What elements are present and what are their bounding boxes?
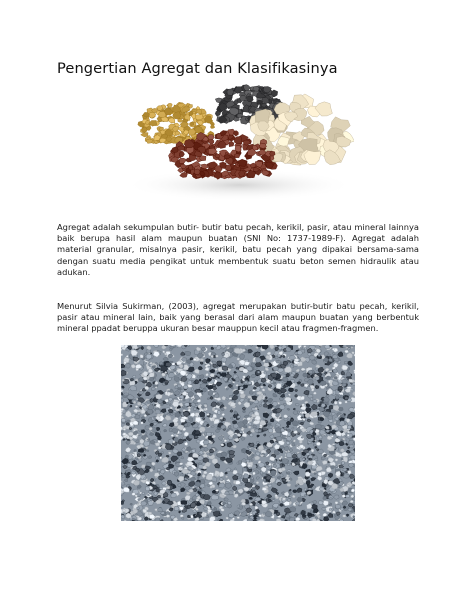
crushed-stone-photo xyxy=(121,345,355,521)
page-title: Pengertian Agregat dan Klasifikasinya xyxy=(57,60,338,77)
paragraph-definition: Agregat adalah sekumpulan butir- butir batu pecah, kerikil, pasir, atau mineral lainnya baik berupa hasil alam maupun buatan (SNI No: 1737-1989-F). Agregat adalah material granular, misalnya pasir, kerikil, batu pecah yang dipakai bersama-sama dengan suatu media pengikat untuk membentuk suatu beton semen hidraulik atau adukan. xyxy=(57,222,419,277)
aggregate-piles-icon xyxy=(121,80,354,200)
crushed-stone-icon xyxy=(121,345,355,521)
aggregates-photo xyxy=(121,80,354,200)
paragraph-sukirman: Menurut Silvia Sukirman, (2003), agregat merupakan butir-butir batu pecah, kerikil, pasir atau mineral lain, baik yang berasal dari alam maupun buatan yang berbentuk mineral ppadat beruppa ukuran besar mauppun kecil atau fragmen-fragmen. xyxy=(57,301,419,334)
